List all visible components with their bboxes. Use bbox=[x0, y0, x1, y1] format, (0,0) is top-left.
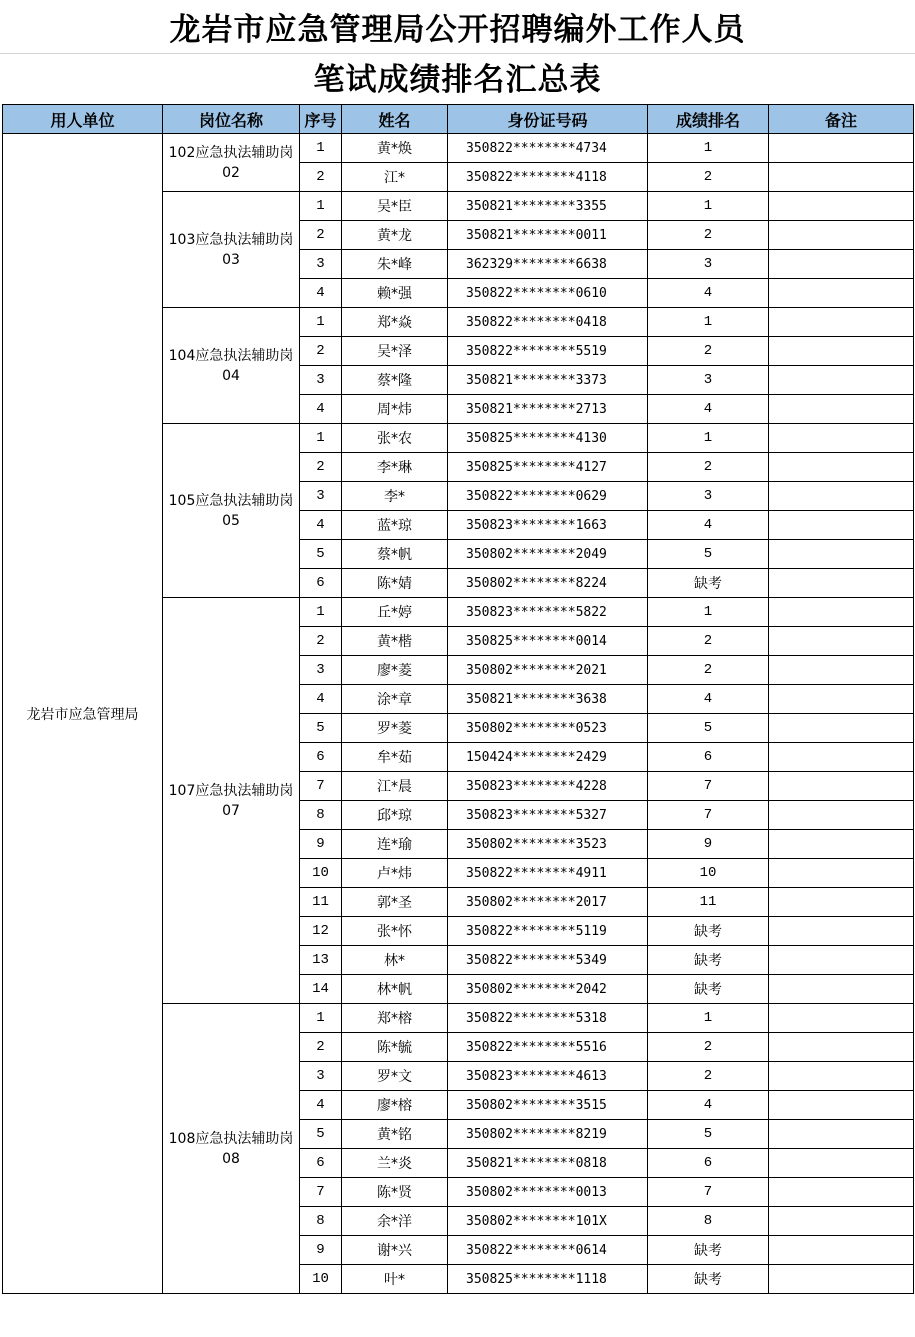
id-number-cell: 350802********3523 bbox=[448, 830, 648, 859]
id-number-cell: 350822********4911 bbox=[448, 859, 648, 888]
rank-cell: 7 bbox=[648, 1178, 769, 1207]
note-cell bbox=[769, 134, 914, 163]
rank-cell: 4 bbox=[648, 685, 769, 714]
name-cell: 江*晨 bbox=[342, 772, 448, 801]
id-number-cell: 350802********0013 bbox=[448, 1178, 648, 1207]
note-cell bbox=[769, 743, 914, 772]
name-cell: 林* bbox=[342, 946, 448, 975]
header-position: 岗位名称 bbox=[163, 105, 300, 134]
header-rank: 成绩排名 bbox=[648, 105, 769, 134]
name-cell: 余*洋 bbox=[342, 1207, 448, 1236]
seq-cell: 1 bbox=[300, 134, 342, 163]
note-cell bbox=[769, 1004, 914, 1033]
id-number-cell: 350822********5318 bbox=[448, 1004, 648, 1033]
note-cell bbox=[769, 366, 914, 395]
seq-cell: 4 bbox=[300, 279, 342, 308]
note-cell bbox=[769, 656, 914, 685]
note-cell bbox=[769, 627, 914, 656]
note-cell bbox=[769, 511, 914, 540]
name-cell: 郑*焱 bbox=[342, 308, 448, 337]
rank-cell: 10 bbox=[648, 859, 769, 888]
seq-cell: 13 bbox=[300, 946, 342, 975]
rank-cell: 3 bbox=[648, 250, 769, 279]
page-subtitle: 笔试成绩排名汇总表 bbox=[313, 62, 602, 98]
note-cell bbox=[769, 221, 914, 250]
id-number-cell: 350821********0011 bbox=[448, 221, 648, 250]
rank-cell: 缺考 bbox=[648, 569, 769, 598]
id-number-cell: 350822********4734 bbox=[448, 134, 648, 163]
note-cell bbox=[769, 1062, 914, 1091]
name-cell: 黄*焕 bbox=[342, 134, 448, 163]
rank-cell: 11 bbox=[648, 888, 769, 917]
seq-cell: 6 bbox=[300, 569, 342, 598]
id-number-cell: 350823********4613 bbox=[448, 1062, 648, 1091]
rank-cell: 1 bbox=[648, 598, 769, 627]
seq-cell: 5 bbox=[300, 714, 342, 743]
name-cell: 张*怀 bbox=[342, 917, 448, 946]
id-number-cell: 350821********3638 bbox=[448, 685, 648, 714]
header-name: 姓名 bbox=[342, 105, 448, 134]
note-cell bbox=[769, 946, 914, 975]
seq-cell: 3 bbox=[300, 656, 342, 685]
rank-cell: 7 bbox=[648, 772, 769, 801]
id-number-cell: 350823********5822 bbox=[448, 598, 648, 627]
name-cell: 廖*菱 bbox=[342, 656, 448, 685]
seq-cell: 2 bbox=[300, 1033, 342, 1062]
id-number-cell: 350821********3355 bbox=[448, 192, 648, 221]
seq-cell: 14 bbox=[300, 975, 342, 1004]
id-number-cell: 350802********101X bbox=[448, 1207, 648, 1236]
position-cell: 107应急执法辅助岗07 bbox=[163, 598, 300, 1004]
rank-cell: 2 bbox=[648, 1033, 769, 1062]
id-number-cell: 350822********5516 bbox=[448, 1033, 648, 1062]
rank-cell: 1 bbox=[648, 308, 769, 337]
note-cell bbox=[769, 395, 914, 424]
seq-cell: 1 bbox=[300, 598, 342, 627]
name-cell: 张*农 bbox=[342, 424, 448, 453]
position-cell: 102应急执法辅助岗02 bbox=[163, 134, 300, 192]
note-cell bbox=[769, 830, 914, 859]
name-cell: 叶* bbox=[342, 1265, 448, 1294]
name-cell: 林*帆 bbox=[342, 975, 448, 1004]
name-cell: 朱*峰 bbox=[342, 250, 448, 279]
seq-cell: 7 bbox=[300, 1178, 342, 1207]
name-cell: 蔡*帆 bbox=[342, 540, 448, 569]
name-cell: 黄*铭 bbox=[342, 1120, 448, 1149]
id-number-cell: 350823********1663 bbox=[448, 511, 648, 540]
rank-cell: 4 bbox=[648, 395, 769, 424]
note-cell bbox=[769, 598, 914, 627]
score-table bbox=[2, 104, 914, 1294]
id-number-cell: 350802********0523 bbox=[448, 714, 648, 743]
name-cell: 黄*龙 bbox=[342, 221, 448, 250]
header-note: 备注 bbox=[769, 105, 914, 134]
rank-cell: 缺考 bbox=[648, 1265, 769, 1294]
note-cell bbox=[769, 569, 914, 598]
note-cell bbox=[769, 192, 914, 221]
rank-cell: 缺考 bbox=[648, 975, 769, 1004]
name-cell: 江* bbox=[342, 163, 448, 192]
seq-cell: 2 bbox=[300, 221, 342, 250]
unit-cell: 龙岩市应急管理局 bbox=[3, 134, 163, 1294]
seq-cell: 10 bbox=[300, 1265, 342, 1294]
id-number-cell: 350822********0610 bbox=[448, 279, 648, 308]
position-cell: 108应急执法辅助岗08 bbox=[163, 1004, 300, 1294]
note-cell bbox=[769, 1236, 914, 1265]
seq-cell: 8 bbox=[300, 1207, 342, 1236]
rank-cell: 2 bbox=[648, 337, 769, 366]
seq-cell: 2 bbox=[300, 627, 342, 656]
id-number-cell: 350823********5327 bbox=[448, 801, 648, 830]
header-seq: 序号 bbox=[300, 105, 342, 134]
seq-cell: 10 bbox=[300, 859, 342, 888]
seq-cell: 1 bbox=[300, 192, 342, 221]
id-number-cell: 350825********4130 bbox=[448, 424, 648, 453]
seq-cell: 12 bbox=[300, 917, 342, 946]
header-row bbox=[3, 105, 914, 134]
note-cell bbox=[769, 540, 914, 569]
name-cell: 丘*婷 bbox=[342, 598, 448, 627]
rank-cell: 1 bbox=[648, 134, 769, 163]
id-number-cell: 350822********5519 bbox=[448, 337, 648, 366]
note-cell bbox=[769, 772, 914, 801]
note-cell bbox=[769, 888, 914, 917]
seq-cell: 7 bbox=[300, 772, 342, 801]
id-number-cell: 350802********2021 bbox=[448, 656, 648, 685]
seq-cell: 1 bbox=[300, 424, 342, 453]
rank-cell: 2 bbox=[648, 627, 769, 656]
name-cell: 周*炜 bbox=[342, 395, 448, 424]
note-cell bbox=[769, 453, 914, 482]
seq-cell: 3 bbox=[300, 366, 342, 395]
page-title: 龙岩市应急管理局公开招聘编外工作人员 bbox=[169, 12, 746, 48]
rank-cell: 3 bbox=[648, 366, 769, 395]
rank-cell: 8 bbox=[648, 1207, 769, 1236]
seq-cell: 3 bbox=[300, 482, 342, 511]
name-cell: 涂*章 bbox=[342, 685, 448, 714]
id-number-cell: 350822********5349 bbox=[448, 946, 648, 975]
seq-cell: 6 bbox=[300, 743, 342, 772]
position-cell: 105应急执法辅助岗05 bbox=[163, 424, 300, 598]
position-cell: 104应急执法辅助岗04 bbox=[163, 308, 300, 424]
name-cell: 卢*炜 bbox=[342, 859, 448, 888]
id-number-cell: 350821********3373 bbox=[448, 366, 648, 395]
id-number-cell: 350822********0614 bbox=[448, 1236, 648, 1265]
note-cell bbox=[769, 250, 914, 279]
seq-cell: 8 bbox=[300, 801, 342, 830]
seq-cell: 4 bbox=[300, 395, 342, 424]
rank-cell: 缺考 bbox=[648, 1236, 769, 1265]
name-cell: 郑*榕 bbox=[342, 1004, 448, 1033]
id-number-cell: 350802********8219 bbox=[448, 1120, 648, 1149]
seq-cell: 3 bbox=[300, 1062, 342, 1091]
note-cell bbox=[769, 975, 914, 1004]
name-cell: 黄*楷 bbox=[342, 627, 448, 656]
table-row bbox=[3, 134, 914, 163]
name-cell: 蔡*隆 bbox=[342, 366, 448, 395]
rank-cell: 5 bbox=[648, 1120, 769, 1149]
note-cell bbox=[769, 279, 914, 308]
note-cell bbox=[769, 1120, 914, 1149]
rank-cell: 2 bbox=[648, 453, 769, 482]
id-number-cell: 350802********8224 bbox=[448, 569, 648, 598]
name-cell: 李* bbox=[342, 482, 448, 511]
name-cell: 牟*茹 bbox=[342, 743, 448, 772]
seq-cell: 4 bbox=[300, 511, 342, 540]
id-number-cell: 362329********6638 bbox=[448, 250, 648, 279]
id-number-cell: 350802********2049 bbox=[448, 540, 648, 569]
note-cell bbox=[769, 337, 914, 366]
name-cell: 郭*圣 bbox=[342, 888, 448, 917]
seq-cell: 2 bbox=[300, 453, 342, 482]
seq-cell: 5 bbox=[300, 540, 342, 569]
id-number-cell: 350822********0629 bbox=[448, 482, 648, 511]
id-number-cell: 350822********4118 bbox=[448, 163, 648, 192]
note-cell bbox=[769, 1033, 914, 1062]
rank-cell: 1 bbox=[648, 1004, 769, 1033]
note-cell bbox=[769, 1207, 914, 1236]
note-cell bbox=[769, 714, 914, 743]
id-number-cell: 350823********4228 bbox=[448, 772, 648, 801]
rank-cell: 1 bbox=[648, 424, 769, 453]
seq-cell: 4 bbox=[300, 1091, 342, 1120]
rank-cell: 7 bbox=[648, 801, 769, 830]
name-cell: 连*瑜 bbox=[342, 830, 448, 859]
id-number-cell: 350802********2042 bbox=[448, 975, 648, 1004]
rank-cell: 1 bbox=[648, 192, 769, 221]
name-cell: 邱*琼 bbox=[342, 801, 448, 830]
note-cell bbox=[769, 1265, 914, 1294]
rank-cell: 9 bbox=[648, 830, 769, 859]
name-cell: 李*琳 bbox=[342, 453, 448, 482]
seq-cell: 2 bbox=[300, 337, 342, 366]
seq-cell: 2 bbox=[300, 163, 342, 192]
name-cell: 谢*兴 bbox=[342, 1236, 448, 1265]
name-cell: 陈*婧 bbox=[342, 569, 448, 598]
rank-cell: 6 bbox=[648, 743, 769, 772]
rank-cell: 2 bbox=[648, 656, 769, 685]
header-unit: 用人单位 bbox=[3, 105, 163, 134]
note-cell bbox=[769, 1178, 914, 1207]
seq-cell: 3 bbox=[300, 250, 342, 279]
seq-cell: 9 bbox=[300, 830, 342, 859]
note-cell bbox=[769, 917, 914, 946]
position-cell: 103应急执法辅助岗03 bbox=[163, 192, 300, 308]
table-body bbox=[3, 134, 914, 1294]
name-cell: 吴*臣 bbox=[342, 192, 448, 221]
name-cell: 兰*炎 bbox=[342, 1149, 448, 1178]
note-cell bbox=[769, 482, 914, 511]
note-cell bbox=[769, 1149, 914, 1178]
rank-cell: 3 bbox=[648, 482, 769, 511]
id-number-cell: 350802********2017 bbox=[448, 888, 648, 917]
id-number-cell: 350825********0014 bbox=[448, 627, 648, 656]
name-cell: 蓝*琼 bbox=[342, 511, 448, 540]
note-cell bbox=[769, 424, 914, 453]
seq-cell: 9 bbox=[300, 1236, 342, 1265]
name-cell: 陈*毓 bbox=[342, 1033, 448, 1062]
name-cell: 陈*贤 bbox=[342, 1178, 448, 1207]
seq-cell: 5 bbox=[300, 1120, 342, 1149]
id-number-cell: 350802********3515 bbox=[448, 1091, 648, 1120]
rank-cell: 5 bbox=[648, 540, 769, 569]
note-cell bbox=[769, 801, 914, 830]
id-number-cell: 350825********4127 bbox=[448, 453, 648, 482]
rank-cell: 4 bbox=[648, 1091, 769, 1120]
seq-cell: 11 bbox=[300, 888, 342, 917]
id-number-cell: 350825********1118 bbox=[448, 1265, 648, 1294]
note-cell bbox=[769, 308, 914, 337]
rank-cell: 2 bbox=[648, 1062, 769, 1091]
seq-cell: 6 bbox=[300, 1149, 342, 1178]
rank-cell: 4 bbox=[648, 279, 769, 308]
name-cell: 赖*强 bbox=[342, 279, 448, 308]
rank-cell: 缺考 bbox=[648, 946, 769, 975]
rank-cell: 2 bbox=[648, 221, 769, 250]
note-cell bbox=[769, 859, 914, 888]
rank-cell: 6 bbox=[648, 1149, 769, 1178]
note-cell bbox=[769, 685, 914, 714]
name-cell: 罗*文 bbox=[342, 1062, 448, 1091]
name-cell: 吴*泽 bbox=[342, 337, 448, 366]
note-cell bbox=[769, 163, 914, 192]
seq-cell: 1 bbox=[300, 1004, 342, 1033]
name-cell: 罗*菱 bbox=[342, 714, 448, 743]
note-cell bbox=[769, 1091, 914, 1120]
header-id: 身份证号码 bbox=[448, 105, 648, 134]
rank-cell: 5 bbox=[648, 714, 769, 743]
id-number-cell: 350822********0418 bbox=[448, 308, 648, 337]
rank-cell: 2 bbox=[648, 163, 769, 192]
seq-cell: 4 bbox=[300, 685, 342, 714]
id-number-cell: 350821********2713 bbox=[448, 395, 648, 424]
rank-cell: 缺考 bbox=[648, 917, 769, 946]
name-cell: 廖*榕 bbox=[342, 1091, 448, 1120]
id-number-cell: 350821********0818 bbox=[448, 1149, 648, 1178]
rank-cell: 4 bbox=[648, 511, 769, 540]
seq-cell: 1 bbox=[300, 308, 342, 337]
id-number-cell: 150424********2429 bbox=[448, 743, 648, 772]
id-number-cell: 350822********5119 bbox=[448, 917, 648, 946]
